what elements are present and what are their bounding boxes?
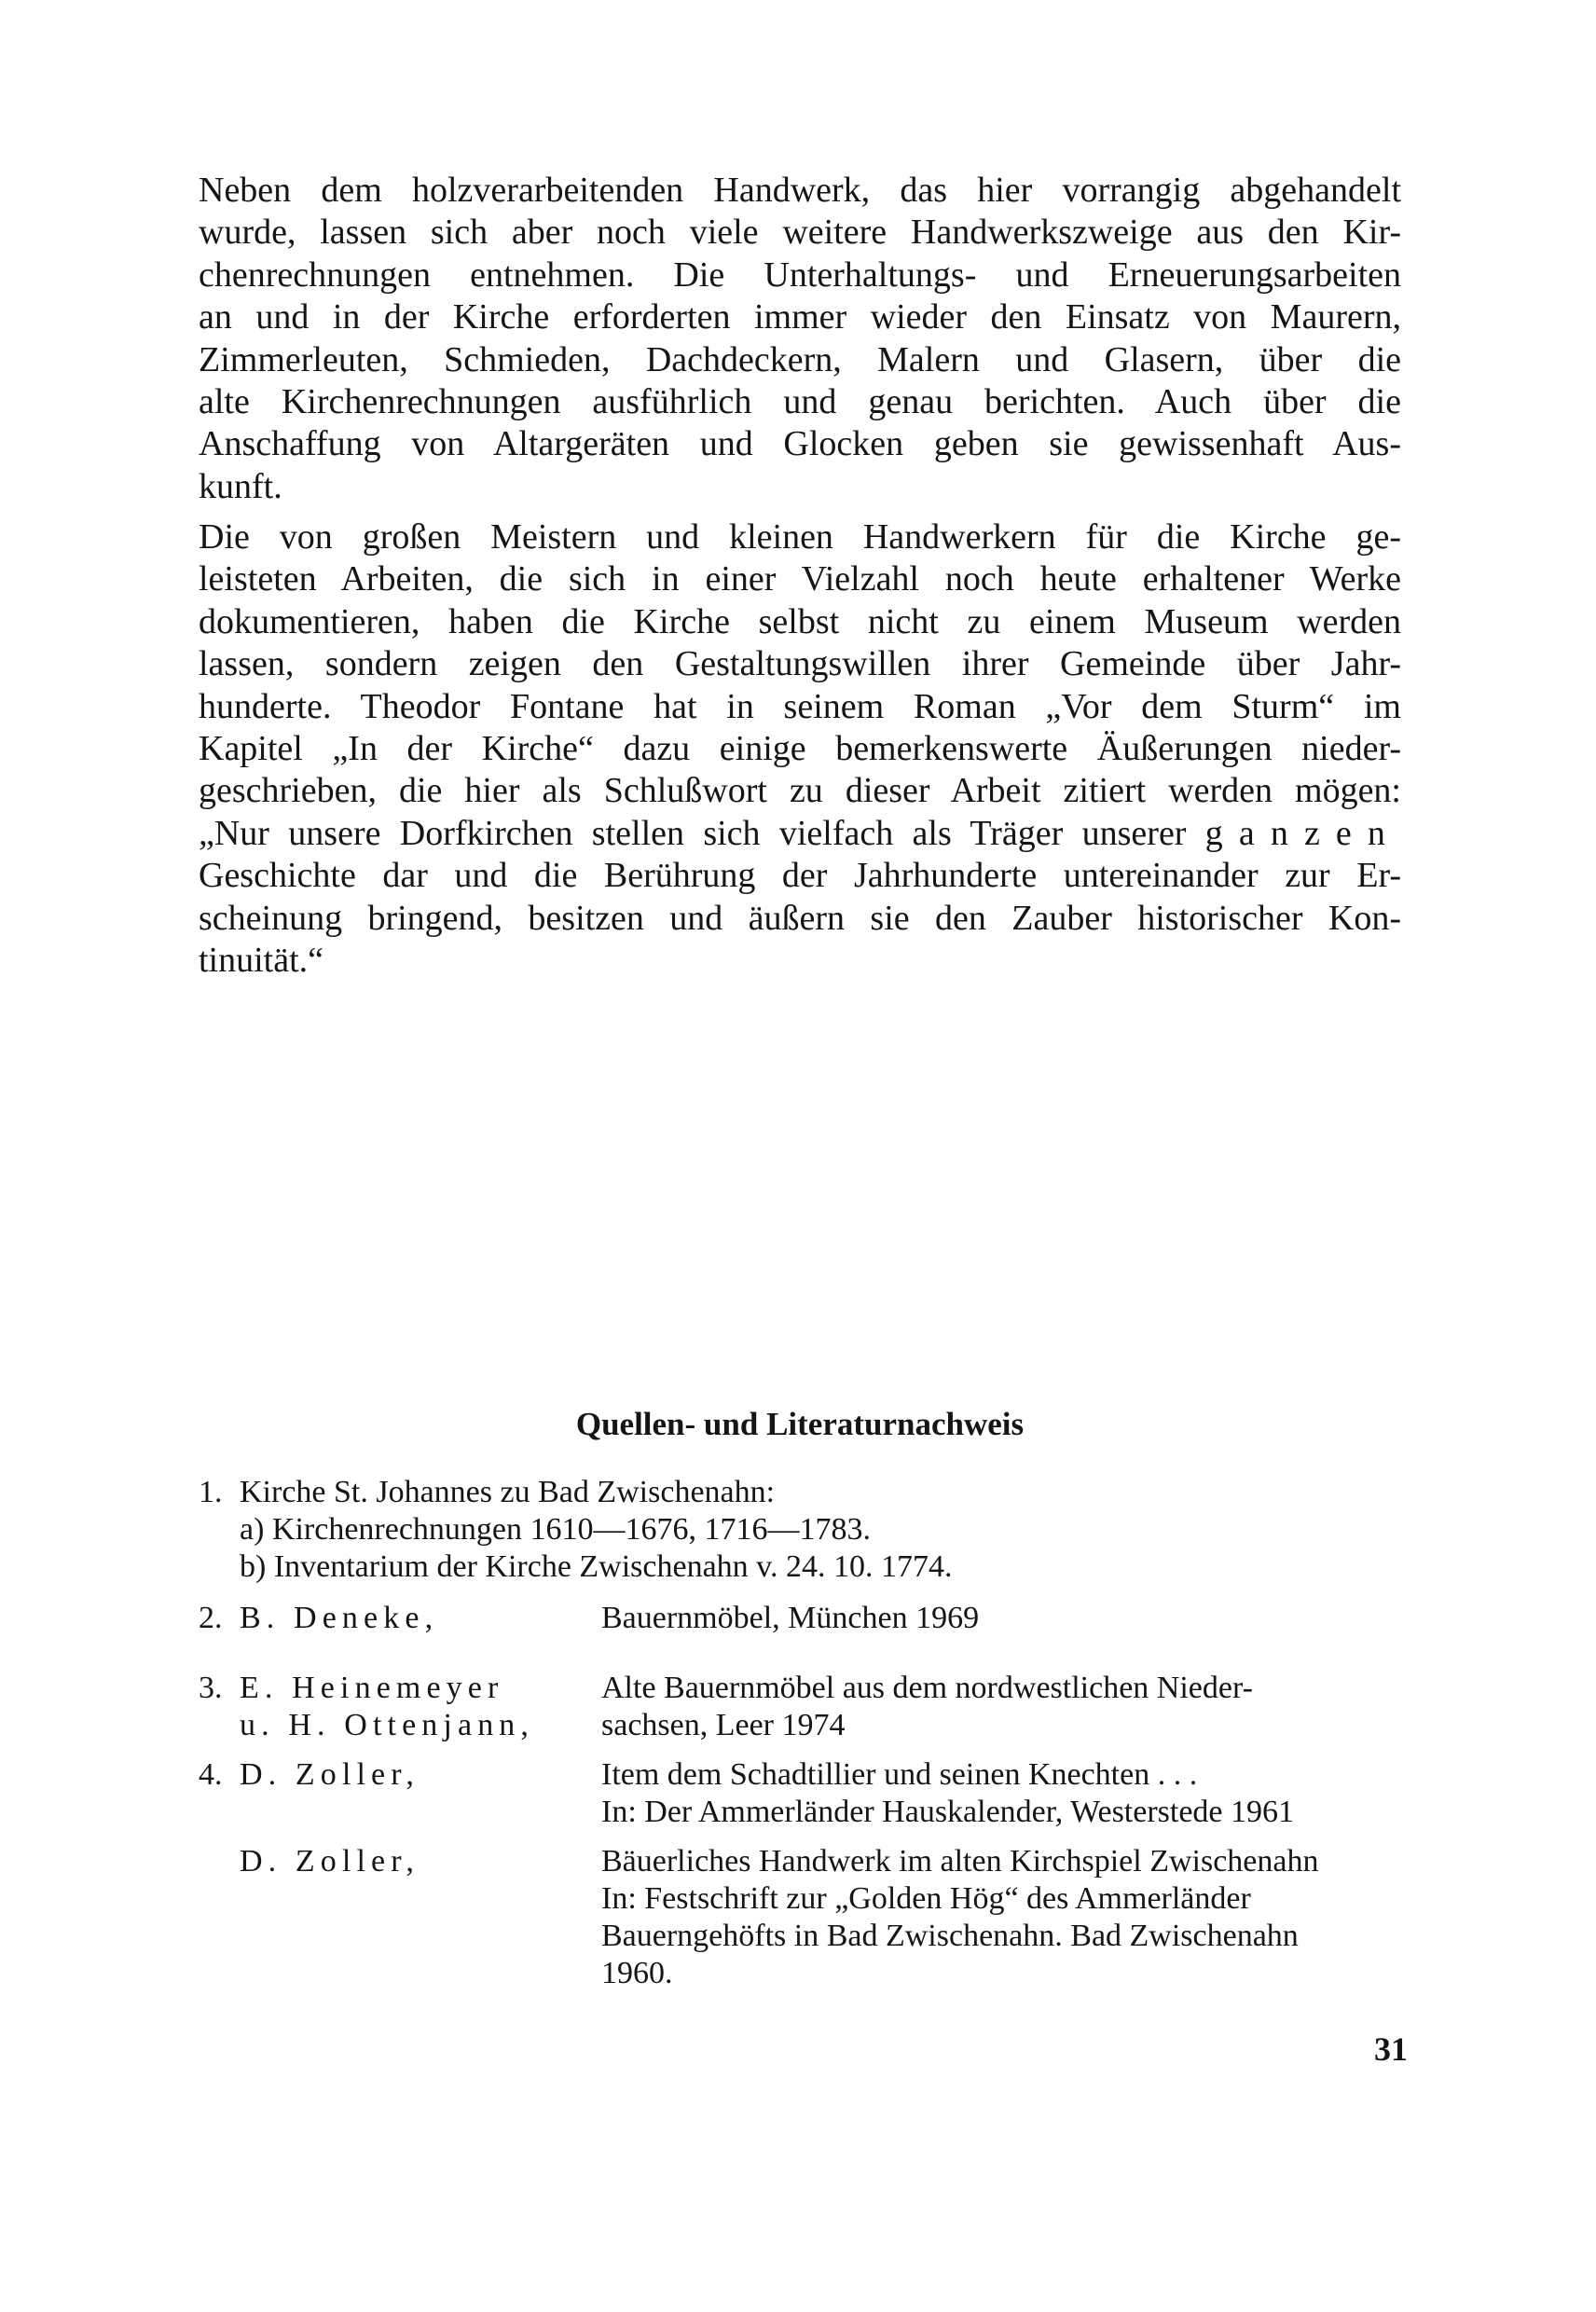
reference-title xyxy=(601,1600,1422,1637)
reference-title-line: In: Der Ammerländer Hauskalender, Westerstede 1961 xyxy=(601,1795,1295,1829)
reference-title xyxy=(601,1670,1422,1744)
reference-title-line: Alte Bauernmöbel aus dem nordwestlichen Nieder- xyxy=(601,1671,1253,1705)
text-line: dokumentieren, haben die Kirche selbst nicht zu einem Museum werden xyxy=(199,601,1401,641)
text-line: wurde, lassen sich aber noch viele weitere Handwerkszweige aus den Kir- xyxy=(199,213,1401,253)
text-line: alte Kirchenrechnungen ausführlich und genau berichten. Auch über die xyxy=(199,382,1401,422)
text-line: tinuität.“ xyxy=(199,941,324,981)
reference-number: 4. xyxy=(199,1757,223,1792)
reference-title xyxy=(601,1843,1422,1992)
text-line: Die von großen Meistern und kleinen Handwerkern für die Kirche ge- xyxy=(199,517,1401,557)
text-line: geschrieben, die hier als Schlußwort zu dieser Arbeit zitiert werden mögen: xyxy=(199,771,1401,811)
text-line: lassen, sondern zeigen den Gestaltungswillen ihrer Gemeinde über Jahr- xyxy=(199,644,1401,684)
reference-coauthor: u. H. Ottenjann, xyxy=(240,1708,535,1742)
text-line: Kapitel „In der Kirche“ dazu einige bemerkenswerte Äußerungen nieder- xyxy=(199,729,1401,769)
text-line: an und in der Kirche erforderten immer wieder den Einsatz von Maurern, xyxy=(199,297,1401,337)
reference-author: B. Deneke, xyxy=(240,1601,439,1635)
quote-line xyxy=(199,813,1401,855)
reference-title-line: Bäuerliches Handwerk im alten Kirchspiel Zwischenahn xyxy=(601,1844,1319,1878)
reference-author: D. Zoller, xyxy=(240,1844,420,1878)
text-line: leisteten Arbeiten, die sich in einer Vielzahl noch heute erhaltener Werke xyxy=(199,559,1401,599)
reference-number: 1. xyxy=(199,1475,223,1509)
reference-number: 3. xyxy=(199,1671,223,1705)
reference-title-line: Bauerngehöfts in Bad Zwischenahn. Bad Zwischenahn xyxy=(601,1919,1299,1953)
text-line: chenrechnungen entnehmen. Die Unterhaltungs- und Erneuerungsarbeiten xyxy=(199,255,1401,295)
text-line: kunft. xyxy=(199,466,282,506)
text-line: scheinung bringend, besitzen und äußern sie den Zauber historischer Kon- xyxy=(199,898,1401,938)
reference-author: D. Zoller, xyxy=(240,1757,420,1792)
reference-title-line: 1960. xyxy=(601,1956,673,1990)
reference-author: E. Heinemeyer xyxy=(240,1671,504,1705)
page-number: 31 xyxy=(1374,2030,1408,2068)
text-line: Anschaffung von Altargeräten und Glocken geben sie gewissenhaft Aus- xyxy=(199,424,1401,464)
paragraph-1 xyxy=(199,170,1401,508)
sources-heading: Quellen- und Literaturnachweis xyxy=(575,1406,1025,1442)
reference-title-line: sachsen, Leer 1974 xyxy=(601,1708,846,1742)
reference-title-line: Bauernmöbel, München 1969 xyxy=(601,1601,980,1635)
text-line: Neben dem holzverarbeitenden Handwerk, das hier vorrangig abgehandelt xyxy=(199,171,1401,210)
text-line: Zimmerleuten, Schmieden, Dachdeckern, Malern und Glasern, über die xyxy=(199,339,1401,379)
reference-number: 2. xyxy=(199,1601,223,1635)
reference-subitem: b) Inventarium der Kirche Zwischenahn v. 24. 10. 1774. xyxy=(240,1549,953,1584)
quote-start: „Nur unsere Dorfkirchen stellen sich vielfach als Träger unserer xyxy=(199,813,1187,853)
text-line: Geschichte dar und die Berührung der Jahrhunderte untereinander zur Er- xyxy=(199,856,1401,896)
emphasis-spaced: ganzen xyxy=(1204,813,1401,853)
reference-title: Kirche St. Johannes zu Bad Zwischenahn: xyxy=(240,1475,776,1509)
paragraph-2 xyxy=(199,516,1401,982)
reference-title xyxy=(601,1756,1422,1831)
reference-title-line: In: Festschrift zur „Golden Hög“ des Ammerländer xyxy=(601,1881,1251,1916)
reference-subitem: a) Kirchenrechnungen 1610—1676, 1716—1783. xyxy=(240,1512,872,1547)
text-line: hunderte. Theodor Fontane hat in seinem Roman „Vor dem Sturm“ im xyxy=(199,686,1401,726)
reference-title-line: Item dem Schadtillier und seinen Knechten . . . xyxy=(601,1757,1198,1792)
